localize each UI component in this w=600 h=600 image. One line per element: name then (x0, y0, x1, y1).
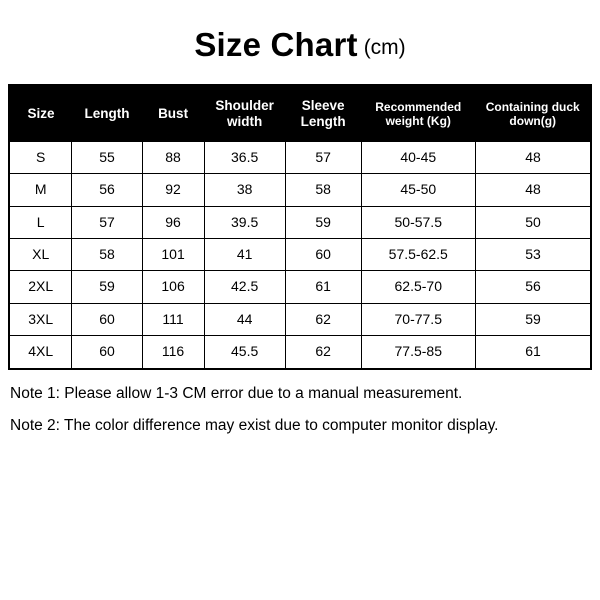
cell-size: M (10, 174, 72, 206)
page-title-text: Size Chart (194, 26, 358, 63)
cell-sleeve-length: 62 (285, 336, 361, 368)
cell-size: 2XL (10, 271, 72, 303)
note-1: Note 1: Please allow 1-3 CM error due to a manual measurement. (10, 384, 463, 402)
table-row (10, 271, 590, 303)
size-table (10, 86, 590, 368)
cell-shoulder-width: 41 (204, 239, 285, 271)
column-header-sleeve-length: Sleeve Length (285, 86, 361, 142)
cell-length: 59 (72, 271, 142, 303)
cell-sleeve-length: 62 (285, 303, 361, 335)
size-table-head (10, 86, 590, 142)
table-row (10, 142, 590, 174)
cell-shoulder-width: 44 (204, 303, 285, 335)
cell-bust: 92 (142, 174, 204, 206)
cell-bust: 116 (142, 336, 204, 368)
cell-recommended-weight: 50-57.5 (361, 206, 475, 238)
cell-containing-duck-down: 59 (475, 303, 590, 335)
cell-recommended-weight: 40-45 (361, 142, 475, 174)
cell-sleeve-length: 61 (285, 271, 361, 303)
page-title (0, 0, 600, 74)
column-header-size: Size (10, 86, 72, 142)
cell-recommended-weight: 70-77.5 (361, 303, 475, 335)
cell-shoulder-width: 36.5 (204, 142, 285, 174)
cell-bust: 96 (142, 206, 204, 238)
column-header-recommended-weight: Recommended weight (Kg) (361, 86, 475, 142)
cell-containing-duck-down: 56 (475, 271, 590, 303)
cell-recommended-weight: 62.5-70 (361, 271, 475, 303)
cell-shoulder-width: 38 (204, 174, 285, 206)
cell-size: S (10, 142, 72, 174)
cell-bust: 101 (142, 239, 204, 271)
cell-length: 55 (72, 142, 142, 174)
cell-recommended-weight: 77.5-85 (361, 336, 475, 368)
page-title-unit: (cm) (363, 36, 406, 59)
column-header-shoulder-width: Shoulder width (204, 86, 285, 142)
cell-containing-duck-down: 61 (475, 336, 590, 368)
cell-length: 60 (72, 336, 142, 368)
cell-sleeve-length: 58 (285, 174, 361, 206)
column-header-length: Length (72, 86, 142, 142)
cell-bust: 111 (142, 303, 204, 335)
table-header-row (10, 86, 590, 142)
size-table-body (10, 142, 590, 368)
table-row (10, 336, 590, 368)
column-header-bust: Bust (142, 86, 204, 142)
cell-length: 57 (72, 206, 142, 238)
cell-recommended-weight: 45-50 (361, 174, 475, 206)
size-table-container (8, 84, 592, 370)
cell-shoulder-width: 45.5 (204, 336, 285, 368)
cell-size: 3XL (10, 303, 72, 335)
cell-length: 58 (72, 239, 142, 271)
cell-sleeve-length: 57 (285, 142, 361, 174)
cell-sleeve-length: 60 (285, 239, 361, 271)
table-row (10, 206, 590, 238)
note-2: Note 2: The color difference may exist due to computer monitor display. (10, 417, 499, 435)
cell-size: 4XL (10, 336, 72, 368)
cell-recommended-weight: 57.5-62.5 (361, 239, 475, 271)
cell-size: XL (10, 239, 72, 271)
table-row (10, 239, 590, 271)
table-row (10, 303, 590, 335)
cell-bust: 106 (142, 271, 204, 303)
cell-size: L (10, 206, 72, 238)
cell-containing-duck-down: 50 (475, 206, 590, 238)
cell-length: 56 (72, 174, 142, 206)
cell-containing-duck-down: 48 (475, 174, 590, 206)
notes-section (10, 384, 590, 437)
table-row (10, 174, 590, 206)
cell-sleeve-length: 59 (285, 206, 361, 238)
cell-containing-duck-down: 48 (475, 142, 590, 174)
column-header-containing-duck-down: Containing duck down(g) (475, 86, 590, 142)
cell-containing-duck-down: 53 (475, 239, 590, 271)
cell-shoulder-width: 42.5 (204, 271, 285, 303)
cell-bust: 88 (142, 142, 204, 174)
cell-shoulder-width: 39.5 (204, 206, 285, 238)
cell-length: 60 (72, 303, 142, 335)
